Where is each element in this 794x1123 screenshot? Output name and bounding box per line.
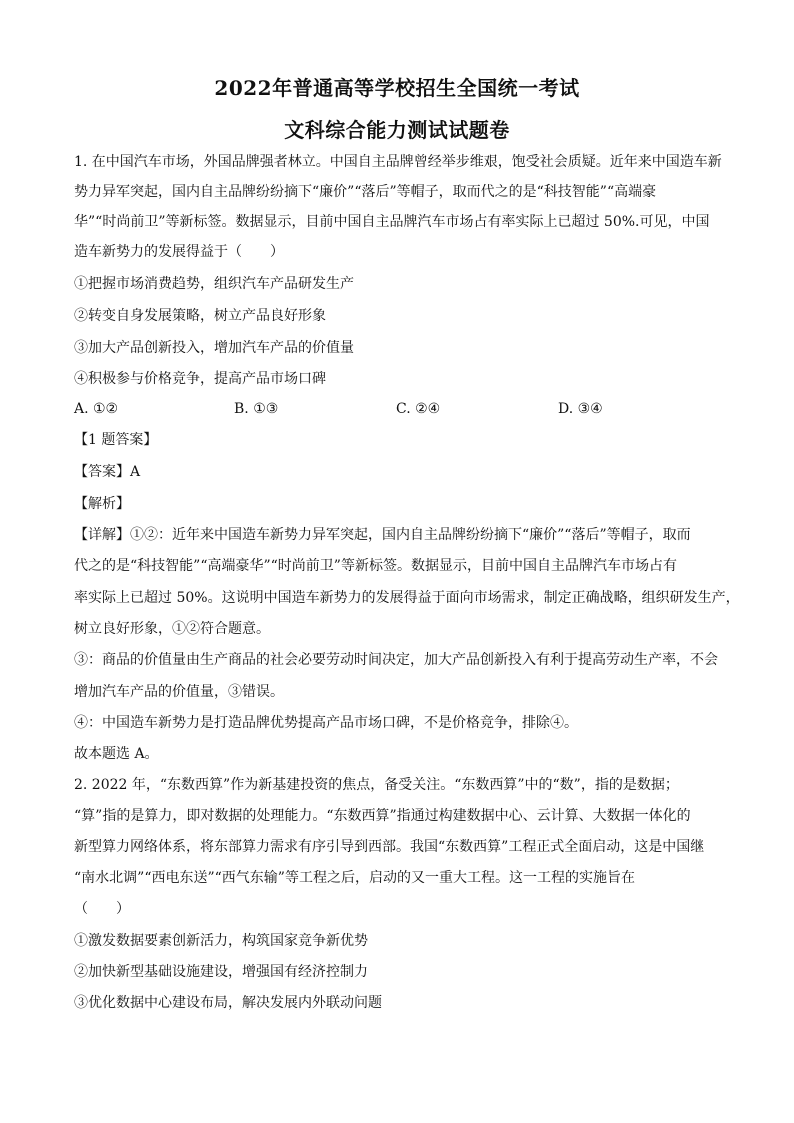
q2-stem-line: 新型算力网络体系，将东部算力需求有序引导到西部。我国“东数西算”工程正式全面启动，这是中国继 bbox=[74, 839, 705, 855]
exam-title: 2022年普通高等学校招生全国统一考试 bbox=[214, 76, 580, 100]
q1-item: ②转变自身发展策略，树立产品良好形象 bbox=[74, 308, 326, 324]
q2-stem-line: （ ） bbox=[74, 901, 130, 917]
q2-item: ③优化数据中心建设布局，解决发展内外联动问题 bbox=[74, 995, 382, 1011]
q2-item: ①激发数据要素创新活力，构筑国家竞争新优势 bbox=[74, 933, 368, 949]
q1-item: ①把握市场消费趋势，组织汽车产品研发生产 bbox=[74, 276, 354, 292]
q1-option-b: B. ①③ bbox=[234, 401, 279, 417]
q1-stem-line: 华”“时尚前卫”等新标签。数据显示，目前中国自主品牌汽车市场占有率实际上已超过 50%.可见，中国 bbox=[74, 214, 710, 230]
q2-item: ②加快新型基础设施建设，增强国有经济控制力 bbox=[74, 964, 368, 980]
q1-detail-line: ④：中国造车新势力是打造品牌优势提高产品市场口碑，不是价格竞争，排除④。 bbox=[74, 715, 578, 731]
q1-item: ④积极参与价格竞争，提高产品市场口碑 bbox=[74, 371, 326, 387]
q1-detail-line: 故本题选 A。 bbox=[74, 746, 159, 762]
q2-stem-line: “南水北调”“西电东送”“西气东输”等工程之后，启动的又一重大工程。这一工程的实施旨在 bbox=[74, 870, 635, 886]
q1-detail-line: 率实际上已超过 50%。这说明中国造车新势力的发展得益于面向市场需求，制定正确战略，组织研发生产， bbox=[74, 590, 740, 606]
q1-stem-line: 造车新势力的发展得益于（ ） bbox=[74, 244, 284, 260]
q1-detail-line: 代之的是“科技智能”“高端豪华”“时尚前卫”等新标签。数据显示，目前中国自主品牌汽车市场占有 bbox=[74, 558, 677, 574]
q1-answer-heading: 【1 题答案】 bbox=[74, 432, 158, 448]
q1-detail-line: 树立良好形象，①②符合题意。 bbox=[74, 621, 270, 637]
q1-answer: 【答案】A bbox=[74, 464, 141, 480]
q1-stem-line: 势力异军突起，国内自主品牌纷纷摘下“廉价”“落后”等帽子，取而代之的是“科技智能”“高端豪 bbox=[74, 184, 657, 200]
q1-stem-line: 1. 在中国汽车市场，外国品牌强者林立。中国自主品牌曾经举步维艰，饱受社会质疑。近年来中国造车新 bbox=[74, 154, 722, 170]
q1-detail-line: 增加汽车产品的价值量，③错误。 bbox=[74, 684, 284, 700]
q1-option-c: C. ②④ bbox=[396, 401, 441, 417]
q1-option-a: A. ①② bbox=[74, 401, 119, 417]
q1-analysis-heading: 【解析】 bbox=[74, 496, 130, 512]
q2-stem-line: “算”指的是算力，即对数据的处理能力。“东数西算”指通过构建数据中心、云计算、大数据一体化的 bbox=[74, 808, 691, 824]
q2-stem-line: 2. 2022 年，“东数西算”作为新基建投资的焦点，备受关注。“东数西算”中的“数”，指的是数据； bbox=[74, 777, 679, 793]
exam-subtitle: 文科综合能力测试试题卷 bbox=[284, 118, 510, 142]
q1-option-d: D. ③④ bbox=[558, 401, 603, 417]
q1-item: ③加大产品创新投入，增加汽车产品的价值量 bbox=[74, 340, 354, 356]
q1-detail-line: 【详解】①②：近年来中国造车新势力异军突起，国内自主品牌纷纷摘下“廉价”“落后”等帽子，取而 bbox=[74, 527, 691, 543]
q1-detail-line: ③：商品的价值量由生产商品的社会必要劳动时间决定，加大产品创新投入有利于提高劳动生产率，不会 bbox=[74, 652, 718, 668]
